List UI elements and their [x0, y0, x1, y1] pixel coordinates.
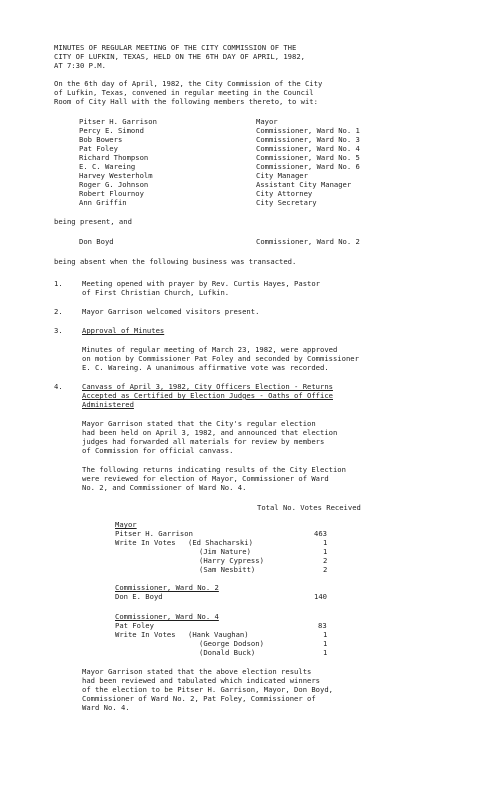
- intro-line-1: On the 6th day of April, 1982, the City Commission of the City: [54, 79, 323, 88]
- write-in-name: (Ed Shacharski): [188, 538, 253, 547]
- vote-count: 1: [323, 639, 328, 648]
- closing-para-line-4: Commissioner of Ward No. 2, Pat Foley, Commissioner of: [82, 694, 316, 703]
- being-present-text: being present, and: [54, 217, 132, 226]
- write-in-name: (Sam Nesbitt): [199, 565, 256, 574]
- minutes-para-line-2: on motion by Commissioner Pat Foley and seconded by Commissioner: [82, 354, 359, 363]
- minutes-title-line-1: MINUTES OF REGULAR MEETING OF THE CITY COMMISSION OF THE: [54, 43, 297, 52]
- member-title: City Attorney: [256, 189, 313, 198]
- member-title: Commissioner, Ward No. 4: [256, 144, 360, 153]
- closing-para-line-3: of the election to be Pitser H. Garrison, Mayor, Don Boyd,: [82, 685, 333, 694]
- canvass-para-line-3: judges had forwarded all materials for review by members: [82, 437, 325, 446]
- item-number: 2.: [54, 307, 63, 316]
- item-4-heading-line-1: Canvass of April 3, 1982, City Officers Election - Returns: [82, 382, 333, 391]
- race-office: Commissioner, Ward No. 4: [115, 612, 219, 621]
- item-number: 4.: [54, 382, 63, 391]
- closing-para-line-5: Ward No. 4.: [82, 703, 130, 712]
- write-in-name: (Jim Nature): [199, 547, 251, 556]
- canvass-para-line-1: Mayor Garrison stated that the City's regular election: [82, 419, 316, 428]
- member-name: Ann Griffin: [79, 198, 127, 207]
- intro-line-3: Room of City Hall with the following members thereto, to wit:: [54, 97, 318, 106]
- vote-count: 83: [318, 621, 327, 630]
- item-4-heading-line-2: Accepted as Certified by Election Judges - Oaths of Office: [82, 391, 333, 400]
- member-title: Commissioner, Ward No. 1: [256, 126, 360, 135]
- member-name: E. C. Wareing: [79, 162, 136, 171]
- intro-line-2: of Lufkin, Texas, convened in regular meeting in the Council: [54, 88, 314, 97]
- vote-count: 1: [323, 538, 328, 547]
- minutes-para-line-3: E. C. Wareing. A unanimous affirmative vote was recorded.: [82, 363, 329, 372]
- member-name: Roger G. Johnson: [79, 180, 149, 189]
- member-name: Richard Thompson: [79, 153, 149, 162]
- returns-para-line-3: No. 2, and Commissioner of Ward No. 4.: [82, 483, 247, 492]
- absent-line: being absent when the following business was transacted.: [54, 257, 297, 266]
- member-name: Pitser H. Garrison: [79, 117, 157, 126]
- write-in-label: Write In Votes: [115, 630, 176, 639]
- write-in-name: (George Dodson): [199, 639, 264, 648]
- member-name: Pat Foley: [79, 144, 118, 153]
- member-name: Robert Flournoy: [79, 189, 144, 198]
- minutes-para-line-1: Minutes of regular meeting of March 23, 1982, were approved: [82, 345, 338, 354]
- race-office: Mayor: [115, 520, 137, 529]
- write-in-name: (Hank Vaughan): [188, 630, 249, 639]
- write-in-name: (Harry Cypress): [199, 556, 264, 565]
- member-title: City Manager: [256, 171, 308, 180]
- item-number: 1.: [54, 279, 63, 288]
- minutes-title-line-2: CITY OF LUFKIN, TEXAS, HELD ON THE 6TH DAY OF APRIL, 1982,: [54, 52, 305, 61]
- member-name: Percy E. Simond: [79, 126, 144, 135]
- item-2-line-1: Mayor Garrison welcomed visitors present.: [82, 307, 260, 316]
- vote-count: 140: [314, 592, 327, 601]
- member-title: Commissioner, Ward No. 6: [256, 162, 360, 171]
- closing-para-line-2: had been reviewed and tabulated which indicated winners: [82, 676, 320, 685]
- member-name: Harvey Westerholm: [79, 171, 153, 180]
- vote-count: 2: [323, 556, 328, 565]
- vote-count: 463: [314, 529, 327, 538]
- canvass-para-line-2: had been held on April 3, 1982, and announced that election: [82, 428, 338, 437]
- returns-para-line-2: were reviewed for election of Mayor, Commissioner of Ward: [82, 474, 329, 483]
- item-1-line-1: Meeting opened with prayer by Rev. Curtis Hayes, Pastor: [82, 279, 320, 288]
- item-3-heading: Approval of Minutes: [82, 326, 165, 335]
- votes-column-header: Total No. Votes Received: [257, 503, 361, 512]
- item-1-line-2: of First Christian Church, Lufkin.: [82, 288, 230, 297]
- member-title: Commissioner, Ward No. 3: [256, 135, 360, 144]
- candidate-name: Don E. Boyd: [115, 592, 163, 601]
- item-number: 3.: [54, 326, 63, 335]
- item-4-heading-line-3: Administered: [82, 400, 134, 409]
- vote-count: 1: [323, 648, 328, 657]
- member-title: City Secretary: [256, 198, 317, 207]
- vote-count: 2: [323, 565, 328, 574]
- member-name: Bob Bowers: [79, 135, 123, 144]
- vote-count: 1: [323, 547, 328, 556]
- member-title: Commissioner, Ward No. 5: [256, 153, 360, 162]
- absent-member-name: Don Boyd: [79, 237, 114, 246]
- absent-member-title: Commissioner, Ward No. 2: [256, 237, 360, 246]
- vote-count: 1: [323, 630, 328, 639]
- member-title: Mayor: [256, 117, 278, 126]
- returns-para-line-1: The following returns indicating results of the City Election: [82, 465, 346, 474]
- member-title: Assistant City Manager: [256, 180, 352, 189]
- minutes-title-line-3: AT 7:30 P.M.: [54, 61, 106, 70]
- race-office: Commissioner, Ward No. 2: [115, 583, 219, 592]
- write-in-name: (Donald Buck): [199, 648, 256, 657]
- candidate-name: Pat Foley: [115, 621, 154, 630]
- closing-para-line-1: Mayor Garrison stated that the above election results: [82, 667, 312, 676]
- candidate-name: Pitser H. Garrison: [115, 529, 193, 538]
- canvass-para-line-4: of Commission for official canvass.: [82, 446, 234, 455]
- write-in-label: Write In Votes: [115, 538, 176, 547]
